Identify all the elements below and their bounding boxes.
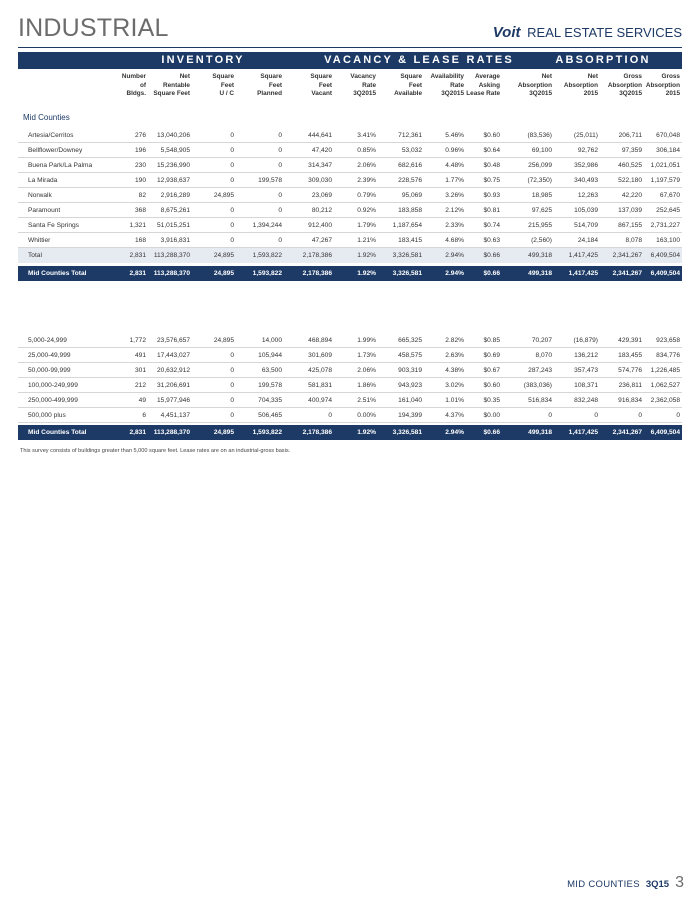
cell-rentable-sf: 8,675,261 bbox=[160, 207, 190, 214]
cell-sf-vacant: 2,178,386 bbox=[302, 270, 332, 277]
cell-asking-rate: $0.60 bbox=[483, 132, 500, 139]
cell-net-abs-ytd: 340,493 bbox=[574, 177, 598, 184]
cell-sf-available: 3,326,581 bbox=[392, 429, 422, 436]
row-label: Artesia/Cerritos bbox=[28, 132, 74, 139]
cell-sf-available: 95,069 bbox=[401, 192, 422, 199]
cell-sf-vacant: 23,069 bbox=[311, 192, 332, 199]
column-headers bbox=[18, 73, 682, 101]
table-row bbox=[18, 188, 682, 203]
cell-bldgs: 230 bbox=[134, 162, 146, 169]
cell-sf-vacant: 912,400 bbox=[308, 222, 332, 229]
cell-availability-rate: 2.82% bbox=[445, 337, 464, 344]
cell-bldgs: 190 bbox=[134, 177, 146, 184]
cell-sf-available: 183,415 bbox=[398, 237, 422, 244]
cell-bldgs: 212 bbox=[134, 382, 146, 389]
grand-total-row bbox=[18, 266, 682, 281]
table-row bbox=[18, 128, 682, 143]
brand-lockup bbox=[493, 24, 682, 41]
brand-text: REAL ESTATE SERVICES bbox=[527, 25, 682, 40]
col-header-net-absorption-ytd: Net Absorption 2015 bbox=[563, 73, 598, 98]
col-header-vacancy-rate: Vacancy Rate 3Q2015 bbox=[350, 73, 376, 98]
cell-gross-abs-ytd: 670,048 bbox=[656, 132, 680, 139]
cell-asking-rate: $0.67 bbox=[483, 367, 500, 374]
cell-sf-vacant: 309,030 bbox=[308, 177, 332, 184]
cell-gross-abs-ytd: 6,409,504 bbox=[650, 270, 680, 277]
cell-sf-vacant: 2,178,386 bbox=[302, 252, 332, 259]
cell-availability-rate: 5.46% bbox=[445, 132, 464, 139]
page-title: INDUSTRIAL bbox=[18, 14, 169, 42]
row-label: Buena Park/La Palma bbox=[28, 162, 93, 169]
cell-asking-rate: $0.93 bbox=[483, 192, 500, 199]
cell-sf-uc: 24,895 bbox=[213, 337, 234, 344]
cell-net-abs-ytd: 832,248 bbox=[574, 397, 598, 404]
cell-gross-abs-3q: 2,341,267 bbox=[612, 429, 642, 436]
table-row bbox=[18, 218, 682, 233]
cell-sf-uc: 0 bbox=[230, 147, 234, 154]
cell-bldgs: 2,831 bbox=[129, 252, 146, 259]
cell-rentable-sf: 5,548,905 bbox=[160, 147, 190, 154]
cell-vacancy-rate: 1.92% bbox=[357, 252, 376, 259]
cell-availability-rate: 2.94% bbox=[445, 429, 464, 436]
cell-sf-available: 53,032 bbox=[401, 147, 422, 154]
cell-gross-abs-ytd: 163,100 bbox=[656, 237, 680, 244]
table-row bbox=[18, 378, 682, 393]
cell-net-abs-ytd: 24,184 bbox=[577, 237, 598, 244]
cell-sf-vacant: 468,894 bbox=[308, 337, 332, 344]
cell-vacancy-rate: 0.92% bbox=[357, 207, 376, 214]
cell-sf-planned: 0 bbox=[278, 192, 282, 199]
cell-sf-uc: 0 bbox=[230, 352, 234, 359]
col-header-gross-absorption-ytd: Gross Absorption 2015 bbox=[645, 73, 680, 98]
cell-sf-uc: 24,895 bbox=[213, 252, 234, 259]
cell-rentable-sf: 17,443,027 bbox=[156, 352, 190, 359]
cell-availability-rate: 1.01% bbox=[445, 397, 464, 404]
row-label: La Mirada bbox=[28, 177, 58, 184]
cell-rentable-sf: 51,015,251 bbox=[156, 222, 190, 229]
cell-sf-available: 183,858 bbox=[398, 207, 422, 214]
cell-asking-rate: $0.75 bbox=[483, 177, 500, 184]
cell-net-abs-3q: 215,955 bbox=[528, 222, 552, 229]
footer-region: MID COUNTIES bbox=[567, 879, 640, 890]
cell-sf-available: 228,576 bbox=[398, 177, 422, 184]
cell-rentable-sf: 31,206,691 bbox=[156, 382, 190, 389]
cell-rentable-sf: 3,916,831 bbox=[160, 237, 190, 244]
cell-net-abs-3q: 18,985 bbox=[531, 192, 552, 199]
col-header-gross-absorption-3q: Gross Absorption 3Q2015 bbox=[607, 73, 642, 98]
cell-gross-abs-ytd: 1,021,051 bbox=[650, 162, 680, 169]
cell-asking-rate: $0.60 bbox=[483, 382, 500, 389]
cell-net-abs-3q: 0 bbox=[548, 412, 552, 419]
cell-bldgs: 2,831 bbox=[129, 429, 146, 436]
cell-sf-vacant: 314,347 bbox=[308, 162, 332, 169]
cell-gross-abs-ytd: 1,062,527 bbox=[650, 382, 680, 389]
cell-bldgs: 276 bbox=[134, 132, 146, 139]
cell-gross-abs-3q: 2,341,267 bbox=[612, 252, 642, 259]
row-label: 25,000-49,999 bbox=[28, 352, 71, 359]
cell-bldgs: 6 bbox=[142, 412, 146, 419]
cell-sf-uc: 24,895 bbox=[213, 270, 234, 277]
cell-gross-abs-3q: 8,078 bbox=[625, 237, 642, 244]
cell-net-abs-3q: (2,560) bbox=[531, 237, 552, 244]
cell-gross-abs-ytd: 923,658 bbox=[656, 337, 680, 344]
cell-sf-uc: 24,895 bbox=[213, 192, 234, 199]
row-label: Total bbox=[28, 252, 42, 259]
cell-asking-rate: $0.81 bbox=[483, 207, 500, 214]
cell-gross-abs-3q: 0 bbox=[638, 412, 642, 419]
cell-asking-rate: $0.48 bbox=[483, 162, 500, 169]
cell-net-abs-ytd: (16,879) bbox=[573, 337, 598, 344]
cell-bldgs: 1,321 bbox=[129, 222, 146, 229]
cell-net-abs-ytd: 352,986 bbox=[574, 162, 598, 169]
cell-net-abs-ytd: (25,011) bbox=[573, 132, 598, 139]
cell-sf-uc: 0 bbox=[230, 237, 234, 244]
col-header-avg-asking-rate: Average Asking Lease Rate bbox=[466, 73, 500, 98]
cell-net-abs-ytd: 92,762 bbox=[577, 147, 598, 154]
cell-asking-rate: $0.66 bbox=[483, 429, 500, 436]
col-header-sf-available: Square Feet Available bbox=[394, 73, 422, 98]
cell-net-abs-3q: 8,070 bbox=[535, 352, 552, 359]
cell-net-abs-3q: 499,318 bbox=[528, 252, 552, 259]
table-row bbox=[18, 348, 682, 363]
cell-gross-abs-ytd: 1,197,579 bbox=[650, 177, 680, 184]
cell-rentable-sf: 20,632,912 bbox=[156, 367, 190, 374]
cell-sf-available: 682,616 bbox=[398, 162, 422, 169]
header-divider bbox=[18, 47, 682, 48]
table-row bbox=[18, 203, 682, 218]
cell-sf-available: 903,319 bbox=[398, 367, 422, 374]
cell-sf-vacant: 581,831 bbox=[308, 382, 332, 389]
cell-sf-planned: 0 bbox=[278, 237, 282, 244]
row-label: Santa Fe Springs bbox=[28, 222, 79, 229]
cell-sf-available: 1,187,654 bbox=[392, 222, 422, 229]
cell-availability-rate: 4.48% bbox=[445, 162, 464, 169]
cell-gross-abs-3q: 867,155 bbox=[618, 222, 642, 229]
cell-sf-vacant: 301,609 bbox=[308, 352, 332, 359]
subtotal-row bbox=[18, 248, 682, 263]
cell-rentable-sf: 113,288,370 bbox=[153, 270, 190, 277]
cell-vacancy-rate: 2.51% bbox=[357, 397, 376, 404]
cell-vacancy-rate: 2.06% bbox=[357, 162, 376, 169]
cell-sf-uc: 0 bbox=[230, 207, 234, 214]
cell-sf-vacant: 2,178,386 bbox=[302, 429, 332, 436]
cell-sf-available: 3,326,581 bbox=[392, 270, 422, 277]
row-label: Mid Counties Total bbox=[28, 270, 87, 277]
section-inventory: INVENTORY bbox=[161, 54, 245, 66]
cell-vacancy-rate: 1.79% bbox=[357, 222, 376, 229]
cell-bldgs: 82 bbox=[138, 192, 146, 199]
col-header-number-of-bldgs: Number of Bldgs. bbox=[121, 73, 146, 98]
cell-availability-rate: 4.37% bbox=[445, 412, 464, 419]
cell-availability-rate: 4.38% bbox=[445, 367, 464, 374]
cell-sf-planned: 506,465 bbox=[258, 412, 282, 419]
cell-gross-abs-ytd: 0 bbox=[676, 412, 680, 419]
cell-net-abs-3q: (72,350) bbox=[527, 177, 552, 184]
page-header bbox=[18, 14, 682, 44]
row-label: Bellflower/Downey bbox=[28, 147, 83, 154]
cell-net-abs-ytd: 514,709 bbox=[574, 222, 598, 229]
cell-net-abs-ytd: 1,417,425 bbox=[568, 429, 598, 436]
page-footer bbox=[567, 874, 684, 890]
cell-gross-abs-ytd: 6,409,504 bbox=[650, 252, 680, 259]
cell-sf-planned: 0 bbox=[278, 162, 282, 169]
cell-gross-abs-ytd: 306,184 bbox=[656, 147, 680, 154]
cell-gross-abs-ytd: 6,409,504 bbox=[650, 429, 680, 436]
cell-asking-rate: $0.35 bbox=[483, 397, 500, 404]
cell-gross-abs-ytd: 67,670 bbox=[659, 192, 680, 199]
col-header-sf-vacant: Square Feet Vacant bbox=[310, 73, 332, 98]
row-label: 100,000-249,999 bbox=[28, 382, 78, 389]
cell-gross-abs-ytd: 1,226,485 bbox=[650, 367, 680, 374]
table-row bbox=[18, 173, 682, 188]
cell-asking-rate: $0.66 bbox=[483, 252, 500, 259]
row-label: 5,000-24,999 bbox=[28, 337, 67, 344]
cell-net-abs-ytd: 12,263 bbox=[577, 192, 598, 199]
cell-rentable-sf: 12,938,637 bbox=[156, 177, 190, 184]
cell-sf-available: 665,325 bbox=[398, 337, 422, 344]
table-row bbox=[18, 393, 682, 408]
cell-gross-abs-3q: 183,455 bbox=[618, 352, 642, 359]
section-header-bar bbox=[18, 52, 682, 69]
cell-sf-available: 194,399 bbox=[398, 412, 422, 419]
row-label: Whittier bbox=[28, 237, 51, 244]
cell-sf-uc: 0 bbox=[230, 222, 234, 229]
cell-vacancy-rate: 0.85% bbox=[357, 147, 376, 154]
cell-vacancy-rate: 1.21% bbox=[357, 237, 376, 244]
cell-gross-abs-3q: 429,391 bbox=[618, 337, 642, 344]
cell-asking-rate: $0.63 bbox=[483, 237, 500, 244]
cell-asking-rate: $0.69 bbox=[483, 352, 500, 359]
cell-sf-uc: 0 bbox=[230, 397, 234, 404]
cell-bldgs: 168 bbox=[134, 237, 146, 244]
cell-rentable-sf: 4,451,137 bbox=[160, 412, 190, 419]
cell-sf-vacant: 80,212 bbox=[311, 207, 332, 214]
row-label: Norwalk bbox=[28, 192, 52, 199]
cell-sf-planned: 1,593,822 bbox=[252, 270, 282, 277]
cell-sf-planned: 14,000 bbox=[261, 337, 282, 344]
cell-sf-uc: 0 bbox=[230, 162, 234, 169]
row-label: 500,000 plus bbox=[28, 412, 66, 419]
cell-sf-vacant: 0 bbox=[328, 412, 332, 419]
cell-asking-rate: $0.00 bbox=[483, 412, 500, 419]
cell-sf-vacant: 444,641 bbox=[308, 132, 332, 139]
cell-net-abs-3q: 256,099 bbox=[528, 162, 552, 169]
cell-sf-uc: 0 bbox=[230, 382, 234, 389]
col-header-net-rentable-sf: Net Rentable Square Feet bbox=[153, 73, 190, 98]
cell-gross-abs-3q: 42,220 bbox=[621, 192, 642, 199]
cell-gross-abs-3q: 236,811 bbox=[618, 382, 642, 389]
cell-availability-rate: 3.02% bbox=[445, 382, 464, 389]
cell-sf-uc: 0 bbox=[230, 412, 234, 419]
cell-net-abs-3q: 516,834 bbox=[528, 397, 552, 404]
row-label: Mid Counties Total bbox=[28, 429, 87, 436]
section-vacancy-lease-rates: VACANCY & LEASE RATES bbox=[324, 54, 514, 66]
cell-rentable-sf: 113,288,370 bbox=[153, 252, 190, 259]
cell-sf-planned: 0 bbox=[278, 132, 282, 139]
cell-sf-planned: 0 bbox=[278, 147, 282, 154]
cell-bldgs: 49 bbox=[138, 397, 146, 404]
cell-gross-abs-ytd: 834,776 bbox=[656, 352, 680, 359]
cell-gross-abs-ytd: 252,645 bbox=[656, 207, 680, 214]
cell-net-abs-ytd: 136,212 bbox=[574, 352, 598, 359]
cell-rentable-sf: 13,040,206 bbox=[156, 132, 190, 139]
cell-net-abs-ytd: 1,417,425 bbox=[568, 270, 598, 277]
cell-sf-planned: 0 bbox=[278, 207, 282, 214]
cell-vacancy-rate: 1.92% bbox=[357, 270, 376, 277]
cell-sf-planned: 63,500 bbox=[261, 367, 282, 374]
cell-gross-abs-3q: 206,711 bbox=[618, 132, 642, 139]
cell-asking-rate: $0.66 bbox=[483, 270, 500, 277]
cell-net-abs-ytd: 105,039 bbox=[574, 207, 598, 214]
col-header-net-absorption-3q: Net Absorption 3Q2015 bbox=[517, 73, 552, 98]
cell-availability-rate: 3.26% bbox=[445, 192, 464, 199]
cell-net-abs-3q: 287,243 bbox=[528, 367, 552, 374]
cell-net-abs-ytd: 0 bbox=[594, 412, 598, 419]
cell-sf-planned: 105,944 bbox=[258, 352, 282, 359]
cell-sf-planned: 1,394,244 bbox=[252, 222, 282, 229]
cell-gross-abs-3q: 522,180 bbox=[618, 177, 642, 184]
cell-availability-rate: 2.33% bbox=[445, 222, 464, 229]
cell-asking-rate: $0.85 bbox=[483, 337, 500, 344]
cell-bldgs: 2,831 bbox=[129, 270, 146, 277]
cell-vacancy-rate: 2.06% bbox=[357, 367, 376, 374]
cell-net-abs-ytd: 357,473 bbox=[574, 367, 598, 374]
row-label: Paramount bbox=[28, 207, 61, 214]
table-row bbox=[18, 363, 682, 378]
cell-vacancy-rate: 1.73% bbox=[357, 352, 376, 359]
cell-bldgs: 301 bbox=[134, 367, 146, 374]
cell-net-abs-ytd: 108,371 bbox=[574, 382, 598, 389]
table-row bbox=[18, 143, 682, 158]
cell-net-abs-3q: (383,036) bbox=[523, 382, 552, 389]
cell-sf-planned: 704,335 bbox=[258, 397, 282, 404]
cell-sf-vacant: 400,974 bbox=[308, 397, 332, 404]
cell-sf-available: 712,361 bbox=[398, 132, 422, 139]
cell-sf-uc: 0 bbox=[230, 132, 234, 139]
cell-rentable-sf: 2,916,289 bbox=[160, 192, 190, 199]
submarket-title: Mid Counties bbox=[23, 113, 70, 122]
cell-availability-rate: 2.12% bbox=[445, 207, 464, 214]
cell-net-abs-3q: 499,318 bbox=[528, 270, 552, 277]
cell-sf-uc: 0 bbox=[230, 367, 234, 374]
cell-net-abs-3q: 97,625 bbox=[531, 207, 552, 214]
cell-sf-uc: 24,895 bbox=[213, 429, 234, 436]
cell-rentable-sf: 113,288,370 bbox=[153, 429, 190, 436]
cell-rentable-sf: 15,977,946 bbox=[156, 397, 190, 404]
cell-sf-vacant: 47,267 bbox=[311, 237, 332, 244]
cell-net-abs-ytd: 1,417,425 bbox=[568, 252, 598, 259]
cell-gross-abs-3q: 460,525 bbox=[618, 162, 642, 169]
col-header-availability-rate: Availability Rate 3Q2015 bbox=[430, 73, 464, 98]
cell-sf-planned: 199,578 bbox=[258, 382, 282, 389]
cell-availability-rate: 2.94% bbox=[445, 270, 464, 277]
grand-total-row bbox=[18, 425, 682, 440]
cell-gross-abs-3q: 97,359 bbox=[621, 147, 642, 154]
cell-gross-abs-3q: 2,341,267 bbox=[612, 270, 642, 277]
cell-vacancy-rate: 0.79% bbox=[357, 192, 376, 199]
cell-vacancy-rate: 1.86% bbox=[357, 382, 376, 389]
col-header-sf-planned: Square Feet Planned bbox=[257, 73, 282, 98]
cell-availability-rate: 2.63% bbox=[445, 352, 464, 359]
cell-gross-abs-3q: 574,776 bbox=[618, 367, 642, 374]
cell-rentable-sf: 23,576,657 bbox=[156, 337, 190, 344]
footnote: This survey consists of buildings greater than 5,000 square feet. Lease rates are on an industrial-gross basis. bbox=[20, 448, 291, 454]
table-row bbox=[18, 158, 682, 173]
brand-logo: Voit bbox=[492, 24, 521, 41]
cell-rentable-sf: 15,236,990 bbox=[156, 162, 190, 169]
cell-availability-rate: 0.96% bbox=[445, 147, 464, 154]
cell-gross-abs-3q: 916,834 bbox=[618, 397, 642, 404]
cell-bldgs: 491 bbox=[134, 352, 146, 359]
cell-sf-vacant: 425,078 bbox=[308, 367, 332, 374]
cell-sf-vacant: 47,420 bbox=[311, 147, 332, 154]
section-absorption: ABSORPTION bbox=[555, 54, 651, 66]
cell-vacancy-rate: 1.92% bbox=[357, 429, 376, 436]
cell-sf-available: 3,326,581 bbox=[392, 252, 422, 259]
cell-sf-available: 458,575 bbox=[398, 352, 422, 359]
cell-bldgs: 1,772 bbox=[129, 337, 146, 344]
cell-asking-rate: $0.64 bbox=[483, 147, 500, 154]
cell-sf-uc: 0 bbox=[230, 177, 234, 184]
row-label: 50,000-99,999 bbox=[28, 367, 71, 374]
cell-vacancy-rate: 2.39% bbox=[357, 177, 376, 184]
cell-bldgs: 368 bbox=[134, 207, 146, 214]
cell-availability-rate: 4.68% bbox=[445, 237, 464, 244]
page-number: 3 bbox=[675, 874, 684, 891]
cell-net-abs-3q: (83,536) bbox=[527, 132, 552, 139]
cell-vacancy-rate: 3.41% bbox=[357, 132, 376, 139]
cell-bldgs: 196 bbox=[134, 147, 146, 154]
row-label: 250,000-499,999 bbox=[28, 397, 78, 404]
table-row bbox=[18, 333, 682, 348]
cell-gross-abs-3q: 137,039 bbox=[618, 207, 642, 214]
cell-sf-planned: 1,593,822 bbox=[252, 252, 282, 259]
cell-net-abs-3q: 70,207 bbox=[531, 337, 552, 344]
col-header-sf-under-construction: Square Feet U / C bbox=[212, 73, 234, 98]
footer-quarter: 3Q15 bbox=[645, 879, 670, 890]
cell-net-abs-3q: 499,318 bbox=[528, 429, 552, 436]
cell-net-abs-3q: 69,100 bbox=[531, 147, 552, 154]
cell-gross-abs-ytd: 2,362,058 bbox=[650, 397, 680, 404]
cell-vacancy-rate: 0.00% bbox=[357, 412, 376, 419]
cell-sf-available: 161,040 bbox=[398, 397, 422, 404]
cell-vacancy-rate: 1.99% bbox=[357, 337, 376, 344]
cell-sf-available: 943,923 bbox=[398, 382, 422, 389]
table-row bbox=[18, 408, 682, 423]
cell-availability-rate: 2.94% bbox=[445, 252, 464, 259]
cell-availability-rate: 1.77% bbox=[445, 177, 464, 184]
cell-asking-rate: $0.74 bbox=[483, 222, 500, 229]
table-row bbox=[18, 233, 682, 248]
cell-sf-planned: 199,578 bbox=[258, 177, 282, 184]
cell-sf-planned: 1,593,822 bbox=[252, 429, 282, 436]
cell-gross-abs-ytd: 2,731,227 bbox=[650, 222, 680, 229]
